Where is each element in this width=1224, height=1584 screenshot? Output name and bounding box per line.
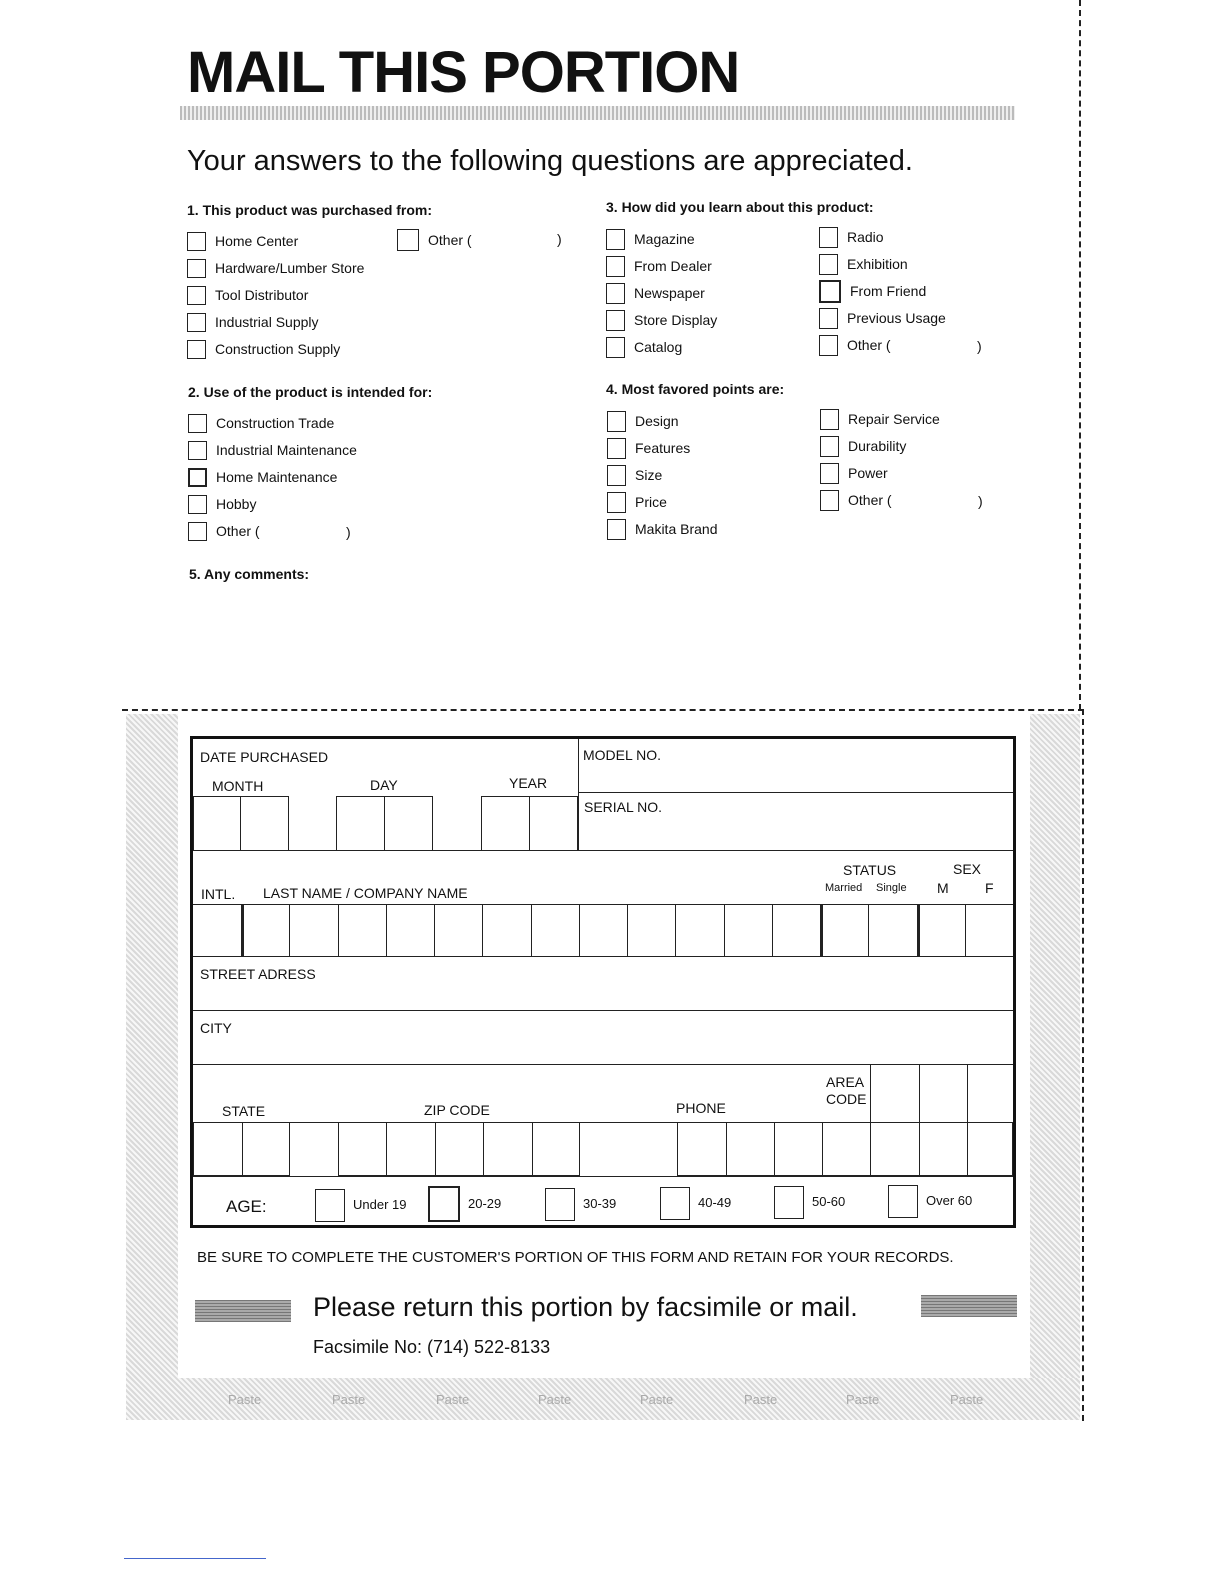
option-label: Industrial Supply	[215, 314, 319, 330]
option-label: Features	[635, 440, 691, 456]
name-cell-divider	[820, 904, 823, 956]
subtitle: Your answers to the following questions are appreciated.	[187, 145, 913, 177]
option-label: Construction Supply	[215, 341, 341, 357]
checkbox[interactable]	[819, 308, 838, 329]
year-label: YEAR	[509, 775, 548, 791]
q3-col1	[606, 228, 717, 358]
city-label: CITY	[200, 1020, 232, 1036]
status-label: STATUS	[843, 862, 897, 878]
option-label: 50-60	[812, 1194, 846, 1209]
checkbox[interactable]	[607, 465, 626, 486]
city-input[interactable]	[196, 1038, 1010, 1062]
q2-option[interactable]	[188, 439, 357, 461]
checkbox[interactable]	[774, 1186, 804, 1219]
checkbox[interactable]	[819, 335, 838, 356]
q3-option[interactable]	[606, 255, 717, 277]
checkbox[interactable]	[820, 463, 839, 484]
q4-option[interactable]	[607, 491, 717, 513]
option-label: 40-49	[698, 1195, 732, 1210]
age-option[interactable]	[888, 1184, 972, 1218]
q4-option[interactable]	[607, 518, 717, 540]
option-label: Home Maintenance	[216, 469, 338, 485]
option-label: Construction Trade	[216, 415, 335, 431]
name-cell-divider	[917, 904, 920, 956]
q4-col2	[820, 408, 940, 511]
checkbox[interactable]	[188, 495, 207, 514]
age-option[interactable]	[315, 1188, 406, 1222]
paste-label: Paste	[332, 1392, 366, 1407]
intl-label: INTL.	[201, 886, 236, 902]
option-label: Power	[848, 465, 888, 481]
street-input[interactable]	[196, 984, 1010, 1008]
female-label: F	[985, 880, 994, 896]
zip-label: ZIP CODE	[424, 1102, 490, 1118]
option-label: Hobby	[216, 496, 257, 512]
divider	[578, 739, 579, 851]
name-cell-divider	[434, 904, 435, 956]
checkbox[interactable]	[607, 411, 626, 432]
divider	[193, 1010, 1013, 1011]
paste-label: Paste	[436, 1392, 470, 1407]
checkbox[interactable]	[820, 409, 839, 430]
q4-option[interactable]	[607, 410, 717, 432]
q4-option[interactable]	[607, 437, 717, 459]
q1-option[interactable]	[187, 311, 364, 333]
return-message: Please return this portion by facsimile or mail.	[313, 1292, 858, 1322]
paste-label: Paste	[538, 1392, 572, 1407]
checkbox[interactable]	[607, 438, 626, 459]
paste-label: Paste	[950, 1392, 984, 1407]
model-no-label: MODEL NO.	[583, 747, 662, 763]
checkbox[interactable]	[819, 254, 838, 275]
divider	[193, 1064, 1013, 1065]
divider	[386, 1122, 387, 1176]
checkbox[interactable]	[607, 492, 626, 513]
q4-col1	[607, 410, 717, 540]
q2-option[interactable]	[188, 412, 357, 434]
divider	[242, 1122, 243, 1176]
gray-bar-right	[921, 1295, 1017, 1317]
age-option[interactable]	[660, 1186, 731, 1220]
divider	[726, 1122, 727, 1176]
q1-option[interactable]	[187, 338, 364, 360]
name-cell-divider	[772, 904, 773, 956]
q2-option[interactable]	[188, 493, 357, 515]
q3-heading: 3. How did you learn about this product:	[606, 199, 874, 215]
q1-option[interactable]	[187, 230, 364, 252]
name-cell-divider	[482, 904, 483, 956]
checkbox[interactable]	[820, 436, 839, 457]
cut-line-horizontal	[122, 709, 1084, 711]
age-option[interactable]	[428, 1186, 501, 1222]
q4-option[interactable]	[607, 464, 717, 486]
divider	[483, 1122, 484, 1176]
paste-label: Paste	[744, 1392, 778, 1407]
divider	[774, 1122, 775, 1176]
q1-other-option[interactable]	[397, 229, 472, 251]
option-label: Size	[635, 467, 663, 483]
q3-option[interactable]	[819, 253, 946, 275]
divider	[435, 1122, 436, 1176]
checkbox[interactable]	[606, 337, 625, 358]
checkbox[interactable]	[606, 256, 625, 277]
checkbox[interactable]	[607, 519, 626, 540]
option-label: Other (	[216, 523, 260, 539]
q1-option[interactable]	[187, 284, 364, 306]
paste-border-right	[1030, 714, 1080, 1420]
age-option[interactable]	[545, 1187, 616, 1221]
option-label: Previous Usage	[847, 310, 946, 326]
checkbox[interactable]	[187, 232, 206, 251]
date-purchased-label: DATE PURCHASED	[200, 749, 329, 765]
cut-line-vertical	[1079, 0, 1081, 710]
area-label: AREA	[826, 1074, 865, 1090]
divider	[529, 796, 530, 851]
q2-heading: 2. Use of the product is intended for:	[188, 384, 433, 400]
option-label: Industrial Maintenance	[216, 442, 357, 458]
model-no-input[interactable]	[581, 752, 1011, 790]
checkbox[interactable]	[888, 1185, 918, 1218]
name-cell-divider	[338, 904, 339, 956]
serial-no-label: SERIAL NO.	[584, 799, 663, 815]
q3-option[interactable]	[606, 228, 717, 250]
option-label: Design	[635, 413, 679, 429]
q2-options	[188, 412, 357, 542]
paste-label: Paste	[846, 1392, 880, 1407]
checkbox[interactable]	[188, 468, 207, 487]
checkbox[interactable]	[606, 283, 625, 304]
option-label: 20-29	[468, 1196, 502, 1211]
last-name-label: LAST NAME / COMPANY NAME	[263, 885, 468, 901]
option-label: From Dealer	[634, 258, 712, 274]
name-cell-divider	[724, 904, 725, 956]
option-label: Price	[635, 494, 667, 510]
phone-label: PHONE	[676, 1100, 726, 1116]
bottom-rule	[124, 1558, 266, 1559]
q2-option[interactable]	[188, 466, 357, 488]
name-cell-divider	[627, 904, 628, 956]
married-label: Married	[825, 882, 863, 894]
title-underline-bar	[180, 106, 1015, 120]
age-option[interactable]	[774, 1185, 845, 1219]
month-input[interactable]	[193, 796, 289, 851]
q1-heading: 1. This product was purchased from:	[187, 202, 433, 218]
option-label: Newspaper	[634, 285, 705, 301]
day-label: DAY	[370, 777, 398, 793]
name-cell-divider	[289, 904, 290, 956]
q4-option[interactable]	[820, 489, 940, 511]
male-label: M	[937, 880, 949, 896]
divider	[822, 1122, 823, 1176]
q3-option[interactable]	[819, 334, 946, 356]
option-label: Makita Brand	[635, 521, 718, 537]
option-label: Over 60	[926, 1193, 973, 1208]
q4-other-close: )	[978, 493, 983, 509]
q4-option[interactable]	[820, 435, 940, 457]
divider	[193, 850, 1013, 851]
paste-border-left	[126, 714, 178, 1420]
gray-bar-left	[195, 1300, 291, 1322]
zip-input[interactable]	[338, 1122, 580, 1176]
option-label: 30-39	[583, 1196, 617, 1211]
option-label: Other (	[847, 337, 891, 353]
q2-other-close: )	[346, 524, 351, 540]
month-label: MONTH	[212, 778, 264, 794]
name-cell-divider	[868, 904, 869, 956]
option-label: Exhibition	[847, 256, 908, 272]
notice-text: BE SURE TO COMPLETE THE CUSTOMER'S PORTION OF THIS FORM AND RETAIN FOR YOUR RECORDS.	[197, 1249, 954, 1266]
option-label: Home Center	[215, 233, 299, 249]
option-label: Radio	[847, 229, 884, 245]
option-label: From Friend	[850, 283, 927, 299]
code-label: CODE	[826, 1091, 867, 1107]
paste-label: Paste	[228, 1392, 262, 1407]
phone-input[interactable]	[677, 1122, 1013, 1176]
divider	[578, 792, 1013, 793]
sex-label: SEX	[953, 861, 982, 877]
page-title: MAIL THIS PORTION	[187, 40, 740, 105]
paste-label: Paste	[640, 1392, 674, 1407]
checkbox[interactable]	[187, 286, 206, 305]
checkbox[interactable]	[187, 340, 206, 359]
cut-line-vertical-lower	[1082, 709, 1084, 1421]
option-label: Magazine	[634, 231, 695, 247]
checkbox[interactable]	[397, 229, 419, 251]
paste-border-bottom	[126, 1378, 1080, 1420]
comments-area[interactable]	[189, 590, 989, 690]
q3-other-close: )	[977, 338, 982, 354]
option-label: Repair Service	[848, 411, 940, 427]
q3-option[interactable]	[606, 282, 717, 304]
q3-option[interactable]	[819, 226, 946, 248]
name-cell-divider	[965, 904, 966, 956]
name-input-row[interactable]	[193, 904, 1013, 956]
name-cell-divider	[386, 904, 387, 956]
q2-option[interactable]	[188, 520, 357, 542]
q3-option[interactable]	[606, 336, 717, 358]
divider	[240, 796, 241, 851]
q4-option[interactable]	[820, 408, 940, 430]
checkbox[interactable]	[187, 313, 206, 332]
name-cell-divider	[531, 904, 532, 956]
option-label: Store Display	[634, 312, 718, 328]
checkbox[interactable]	[545, 1188, 575, 1221]
option-label: Other (	[428, 232, 472, 248]
checkbox[interactable]	[315, 1189, 345, 1222]
q3-option[interactable]	[606, 309, 717, 331]
checkbox[interactable]	[188, 441, 207, 460]
q1-option[interactable]	[187, 257, 364, 279]
checkbox[interactable]	[606, 229, 625, 250]
checkbox[interactable]	[188, 522, 207, 541]
option-label: Catalog	[634, 339, 683, 355]
age-label: AGE:	[226, 1197, 267, 1216]
checkbox[interactable]	[187, 259, 206, 278]
option-label: Durability	[848, 438, 907, 454]
q4-heading: 4. Most favored points are:	[606, 381, 785, 397]
name-cell-divider	[241, 904, 244, 956]
serial-no-input[interactable]	[581, 815, 1011, 848]
divider	[532, 1122, 533, 1176]
checkbox[interactable]	[606, 310, 625, 331]
q3-option[interactable]	[819, 280, 946, 302]
checkbox[interactable]	[820, 490, 839, 511]
option-label: Other (	[848, 492, 892, 508]
q3-option[interactable]	[819, 307, 946, 329]
name-cell-divider	[579, 904, 580, 956]
divider	[193, 956, 1013, 957]
q1-other-close: )	[557, 231, 562, 247]
option-label: Under 19	[353, 1197, 407, 1212]
name-cell-divider	[675, 904, 676, 956]
fax-number: Facsimile No: (714) 522-8133	[313, 1337, 551, 1357]
checkbox[interactable]	[428, 1186, 460, 1222]
single-label: Single	[876, 882, 907, 894]
q4-option[interactable]	[820, 462, 940, 484]
checkbox[interactable]	[819, 280, 841, 303]
checkbox[interactable]	[660, 1187, 690, 1220]
q5-heading: 5. Any comments:	[189, 566, 310, 582]
checkbox[interactable]	[188, 414, 207, 433]
checkbox[interactable]	[819, 227, 838, 248]
divider	[384, 796, 385, 851]
option-label: Tool Distributor	[215, 287, 309, 303]
q3-col2	[819, 226, 946, 356]
state-label: STATE	[222, 1103, 266, 1119]
option-label: Hardware/Lumber Store	[215, 260, 365, 276]
divider	[193, 1176, 1013, 1177]
street-label: STREET ADRESS	[200, 966, 316, 982]
q1-options	[187, 230, 364, 360]
